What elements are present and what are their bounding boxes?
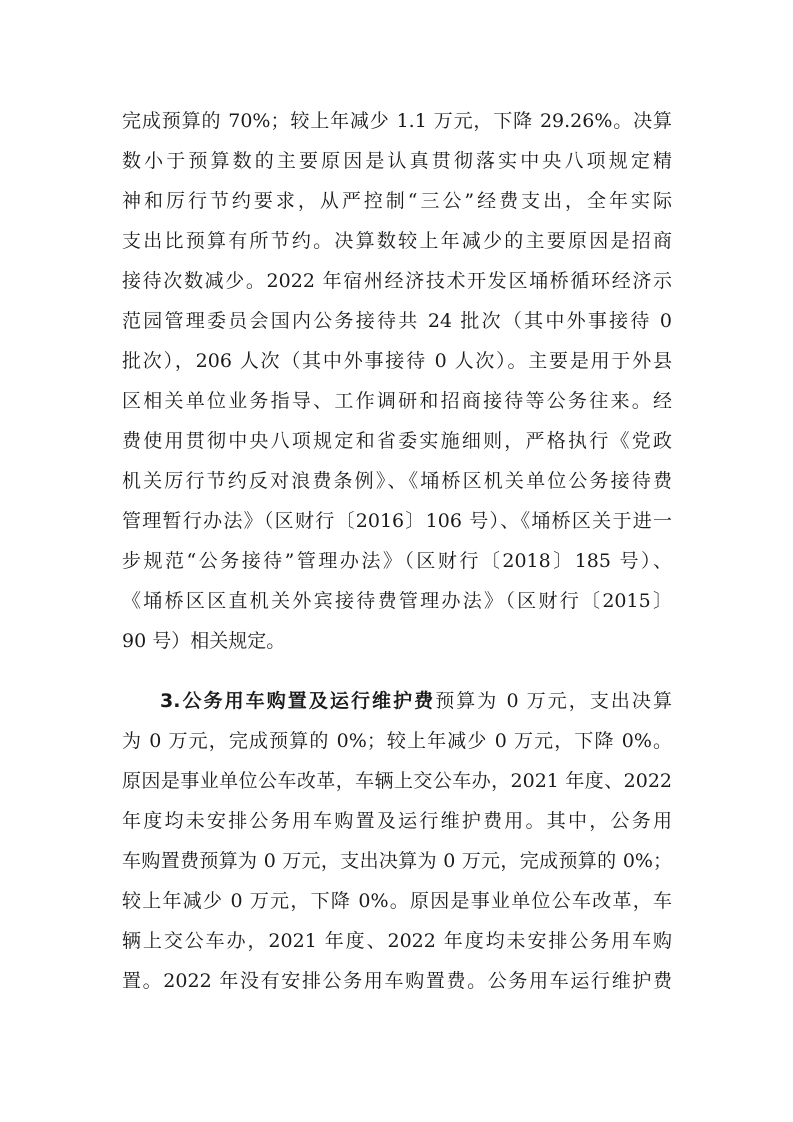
body-line-5: 接待次数减少。2022 年宿州经济技术开发区埇桥循环经济示 xyxy=(122,270,672,292)
section-3-line-6: 较上年减少 0 万元，下降 0%。原因是事业单位公车改革，车 xyxy=(122,890,672,912)
section-3-line-8: 置。2022 年没有安排公务用车购置费。公务用车运行维护费 xyxy=(122,970,672,992)
body-line-10: 机关厉行节约反对浪费条例》、《埇桥区机关单位公务接待费 xyxy=(122,470,672,492)
body-line-2: 数小于预算数的主要原因是认真贯彻落实中央八项规定精 xyxy=(122,150,672,172)
section-3-line-3: 原因是事业单位公车改革，车辆上交公车办，2021 年度、2022 xyxy=(122,770,672,792)
body-line-11: 管理暂行办法》（区财行〔2016〕106 号）、《埇桥区关于进一 xyxy=(122,510,672,532)
body-line-4: 支出比预算有所节约。决算数较上年减少的主要原因是招商 xyxy=(122,230,672,252)
body-line-6: 范园管理委员会国内公务接待共 24 批次（其中外事接待 0 xyxy=(122,310,672,332)
body-line-13: 《埇桥区区直机关外宾接待费管理办法》（区财行〔2015〕 xyxy=(122,590,672,612)
body-line-8: 区相关单位业务指导、工作调研和招商接待等公务往来。经 xyxy=(122,390,672,412)
section-3-line-7: 辆上交公车办，2021 年度、2022 年度均未安排公务用车购 xyxy=(122,930,672,952)
section-3-first-line-text: 预算为 0 万元，支出决算 xyxy=(435,690,672,712)
section-3-heading: 3.公务用车购置及运行维护费 xyxy=(160,690,436,712)
section-3-first-line xyxy=(160,681,672,721)
body-line-14: 90 号）相关规定。 xyxy=(122,630,286,652)
section-3-line-4: 年度均未安排公务用车购置及运行维护费用。其中，公务用 xyxy=(122,810,672,832)
body-line-1: 完成预算的 70%；较上年减少 1.1 万元，下降 29.26%。决算 xyxy=(122,110,672,132)
body-line-12: 步规范“公务接待”管理办法》（区财行〔2018〕185 号）、 xyxy=(122,550,672,572)
body-line-3: 神和厉行节约要求，从严控制“三公”经费支出，全年实际 xyxy=(122,190,672,212)
section-3-line-5: 车购置费预算为 0 万元，支出决算为 0 万元，完成预算的 0%； xyxy=(122,850,672,872)
body-line-9: 费使用贯彻中央八项规定和省委实施细则，严格执行《党政 xyxy=(122,430,672,452)
body-line-7: 批次），206 人次（其中外事接待 0 人次）。主要是用于外县 xyxy=(122,350,672,372)
section-3-line-2: 为 0 万元，完成预算的 0%；较上年减少 0 万元，下降 0%。 xyxy=(122,730,672,752)
